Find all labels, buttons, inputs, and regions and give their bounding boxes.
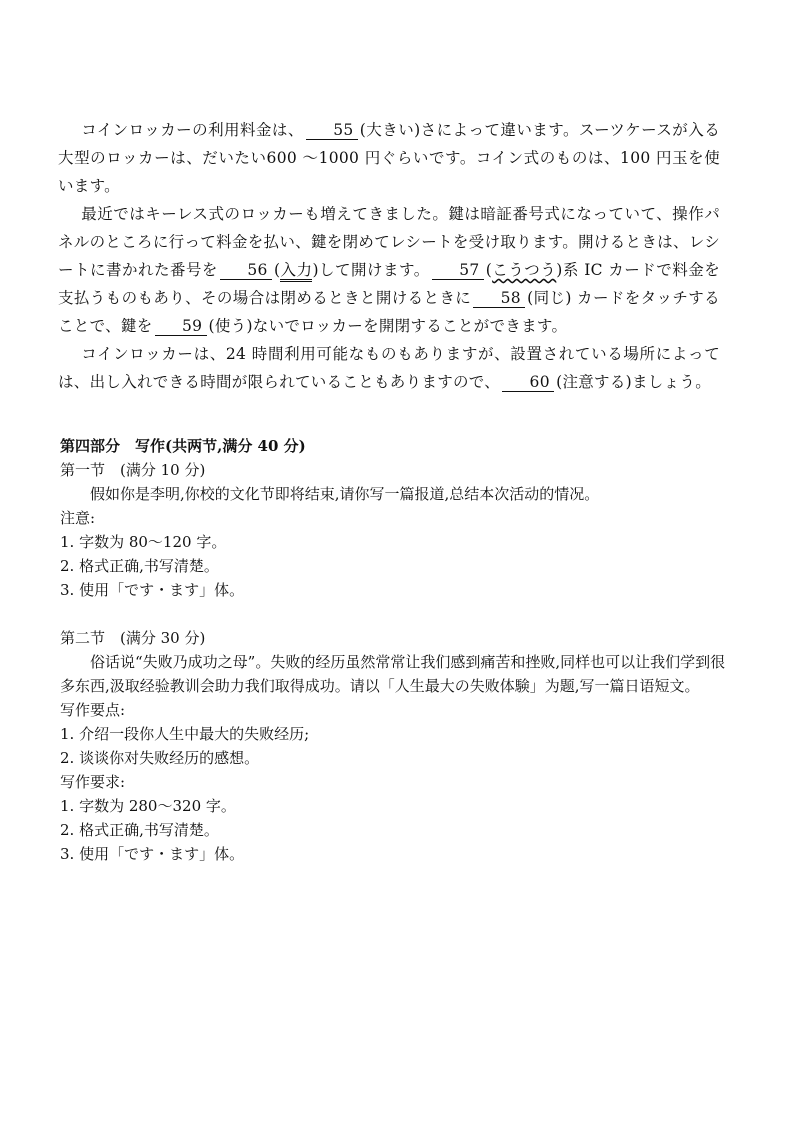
p3-text-2: (注意する)ましょう。 bbox=[556, 373, 711, 391]
section-spacer bbox=[60, 602, 730, 626]
p3-text-1: コインロッカーは、24 時間利用可能なものもありますが、設置されている場所によっては、出し入れできる時間が限られていることもありますので、 bbox=[58, 345, 720, 391]
section-1-title: 第一节 (满分 10 分) bbox=[60, 461, 206, 479]
blank-60: 60 bbox=[502, 373, 554, 392]
hint-57: こうつう bbox=[492, 261, 557, 279]
p1-text-1: コインロッカーの利用料金は、 bbox=[81, 121, 304, 139]
section-2-req: 2. 格式正确,书写清楚。 bbox=[60, 821, 219, 839]
section-1-note: 2. 格式正确,书写清楚。 bbox=[60, 557, 219, 575]
section-2-req: 3. 使用「です・ます」体。 bbox=[60, 845, 245, 863]
section-1-note: 1. 字数为 80〜120 字。 bbox=[60, 533, 227, 551]
passage-paragraph-3 bbox=[58, 340, 720, 396]
p2-text-4: (同じ) カードをタッチすることで、鍵を bbox=[58, 289, 720, 335]
section-2-point: 1. 介绍一段你人生中最大的失败经历; bbox=[60, 725, 310, 743]
reading-passage bbox=[58, 116, 720, 396]
p1-text-2: (大きい)さによって違います。スーツケースが入る大型のロッカーは、だいたい600 〜1000 円ぐらいです。コイン式のものは、100 円玉を使います。 bbox=[58, 121, 720, 195]
p2-text-5: (使う)ないでロッカーを開閉することができます。 bbox=[208, 317, 568, 335]
section-1-prompt: 假如你是李明,你校的文化节即将结束,请你写一篇报道,总结本次活动的情况。 bbox=[90, 485, 600, 503]
section-2-req-title: 写作要求: bbox=[60, 773, 126, 791]
part-title: 第四部分 写作(共两节,满分 40 分) bbox=[60, 437, 306, 455]
blank-56: 56 bbox=[220, 261, 272, 280]
section-2-points-title: 写作要点: bbox=[60, 701, 126, 719]
passage-paragraph-2: 最近ではキーレス式のロッカーも増えてきました。鍵は暗証番号式になっていて、操作パネルのところに行って料金を払い、鍵を閉めてレシートを受け取ります。開けるときは、レシートに書かれた番号を 56 (入力)して開けます。 57 (こうつう)系 IC カードで料金を支払うものもあり、その場合は閉めるときと開けるときに 58 (同じ) カードをタッチすることで、鍵を 59 (使う)ないでロッカーを開閉することができます。 bbox=[58, 205, 721, 335]
blank-58: 58 bbox=[473, 289, 525, 308]
p2-text-3: 系 IC カードで料金を支払うものもあり、その場合は閉めるときと開けるときに bbox=[58, 261, 721, 307]
hint-56: 入力 bbox=[280, 261, 312, 282]
section-2-title: 第二节 (满分 30 分) bbox=[60, 629, 206, 647]
p2-text-1: 最近ではキーレス式のロッカーも増えてきました。鍵は暗証番号式になっていて、操作パネルのところに行って料金を払い、鍵を閉めてレシートを受け取ります。開けるときは、レシートに書かれた番号を bbox=[58, 205, 720, 279]
blank-59: 59 bbox=[155, 317, 207, 336]
section-1-note: 3. 使用「です・ます」体。 bbox=[60, 581, 245, 599]
section-2-prompt: 俗话说“失败乃成功之母”。失败的经历虽然常常让我们感到痛苦和挫败,同样也可以让我们学到很多东西,汲取经验教训会助力我们取得成功。请以「人生最大の失败体験」为题,写一篇日语短文。 bbox=[60, 653, 726, 695]
section-2-req: 1. 字数为 280〜320 字。 bbox=[60, 797, 236, 815]
p2-text-2: して開けます。 bbox=[318, 261, 430, 279]
writing-section bbox=[60, 434, 730, 866]
section-1-notes-title: 注意: bbox=[60, 509, 96, 527]
passage-paragraph-1 bbox=[58, 116, 720, 200]
section-2-point: 2. 谈谈你对失败经历的感想。 bbox=[60, 749, 260, 767]
blank-57: 57 bbox=[432, 261, 484, 280]
blank-55: 55 bbox=[306, 121, 358, 140]
